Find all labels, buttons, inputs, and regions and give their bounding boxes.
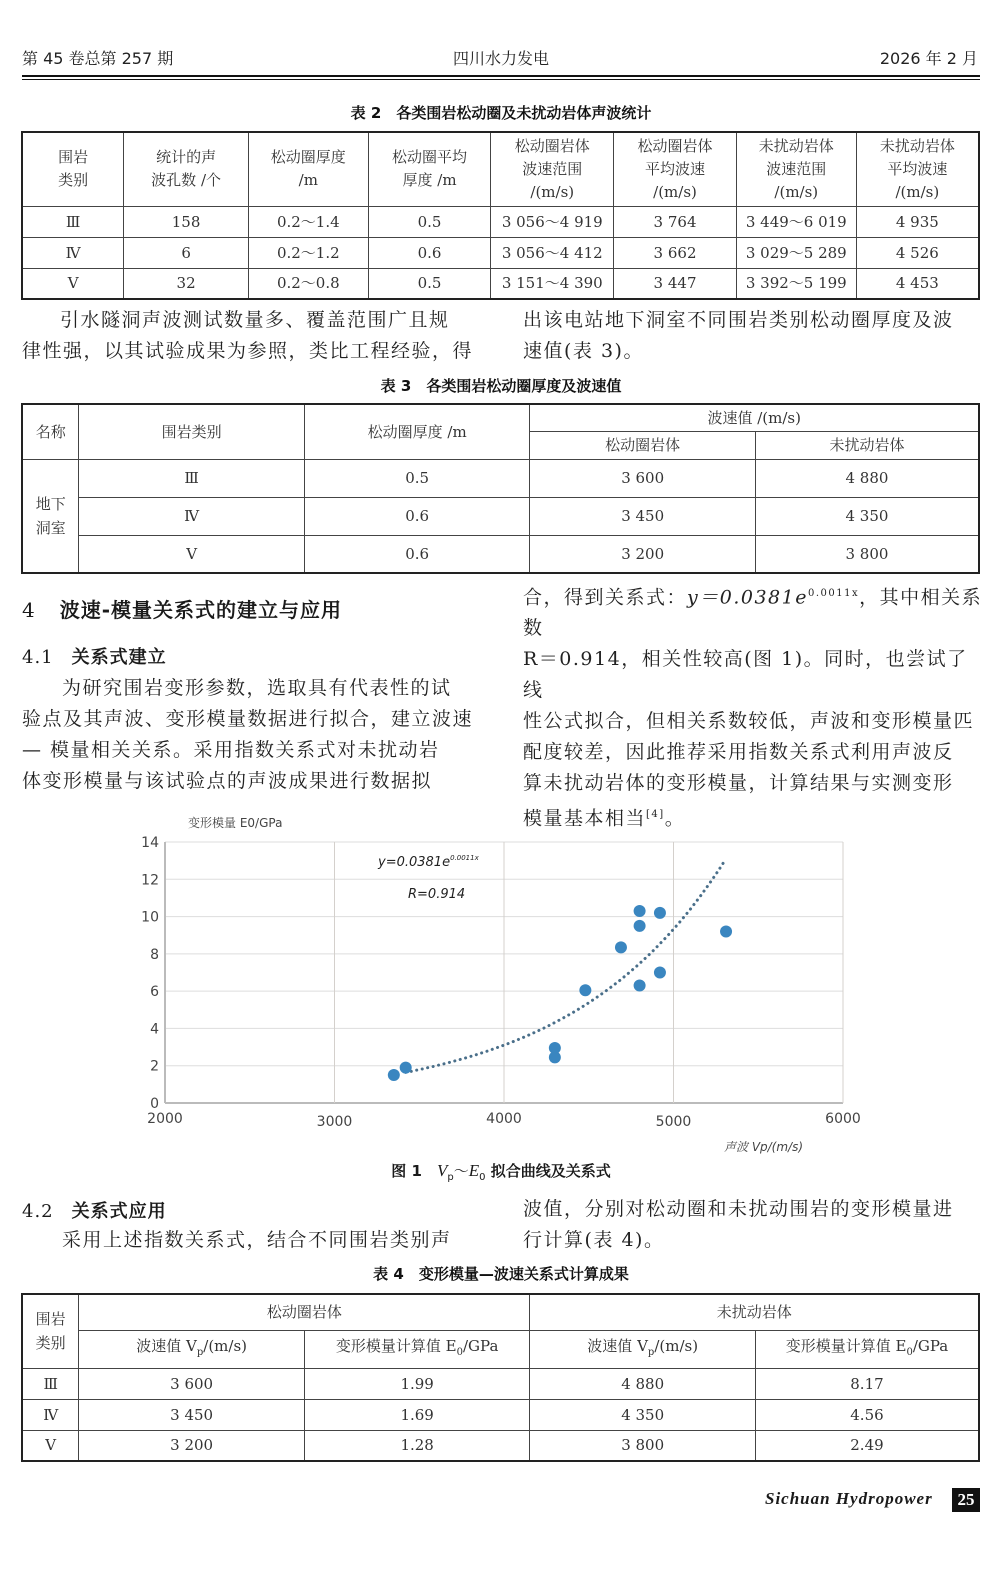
text-fragment: 。 xyxy=(664,807,686,830)
text-line: 配度较差，因此推荐采用指数关系式利用声波反 xyxy=(523,741,954,764)
table-cell: 3 447 xyxy=(614,268,737,299)
table-cell: 4 526 xyxy=(856,237,979,268)
chart-x-tick-label: 4000 xyxy=(486,1111,522,1127)
chart-data-point xyxy=(388,1069,400,1081)
chart-ylabel: 变形模量 E0/GPa xyxy=(188,816,283,830)
table-cell: 0.5 xyxy=(368,206,491,237)
chart-y-tick-label: 6 xyxy=(150,984,159,1001)
chart-data-point xyxy=(615,941,627,953)
table-row xyxy=(22,268,979,299)
header-issue: 第 45 卷总第 257 期 xyxy=(22,49,174,68)
table2-header-line: 类别 xyxy=(58,171,89,190)
text-line: 性公式拟合，但相关系数较低，声波和变形模量匹 xyxy=(523,710,975,733)
para1-left-line2: 律性强，以其试验成果为参照，类比工程经验，得 xyxy=(22,340,474,362)
table-cell: 3 800 xyxy=(530,1430,756,1461)
figure1-caption-label: 图 1 xyxy=(391,1162,437,1180)
table2-header-line: /(m/s) xyxy=(653,182,697,201)
table-cell: 3 449～6 019 xyxy=(736,206,856,237)
table-cell: 3 600 xyxy=(79,1368,305,1399)
table2-header-line: 波孔数 /个 xyxy=(151,171,221,190)
text-line: 验点及其声波、变形模量数据进行拟合，建立波速 xyxy=(22,708,474,730)
table3-header-thickness: 松动圈厚度 /m xyxy=(304,404,530,459)
table2-header-line: 松动圈厚度 xyxy=(270,148,346,167)
table-cell: 3 056～4 919 xyxy=(491,206,614,237)
table2-header-cell xyxy=(368,132,491,206)
chart-equation-base: y=0.0381e xyxy=(378,855,451,870)
section41-number: 4.1 xyxy=(22,647,54,668)
table-cell: 3 662 xyxy=(614,237,737,268)
chart-x-tick-label: 2000 xyxy=(147,1111,183,1127)
chart-y-tick-label: 4 xyxy=(150,1021,159,1038)
table-cell: 4 453 xyxy=(856,268,979,299)
chart-data-point xyxy=(654,967,666,979)
text-line: 体变形模量与该试验点的声波成果进行数据拟 xyxy=(22,770,433,792)
para1-right-line1: 出该电站地下洞室不同围岩类别松动圈厚度及波 xyxy=(523,309,954,331)
chart-equation xyxy=(377,854,480,870)
section42-title: 关系式应用 xyxy=(71,1201,167,1222)
chart-y-tick-label: 12 xyxy=(141,872,159,889)
table-cell: 3 450 xyxy=(530,497,756,535)
figure1-caption-tilde: ～ xyxy=(453,1162,469,1180)
table4-header-class-line2: 类别 xyxy=(35,1334,66,1353)
section4-number: 4 xyxy=(22,598,36,622)
table-cell: 0.2～0.8 xyxy=(248,268,368,299)
table-cell: Ⅴ xyxy=(22,1430,79,1461)
header-date: 2026 年 2 月 xyxy=(879,49,978,68)
section41-left-text xyxy=(22,673,484,797)
table-cell: 4 935 xyxy=(856,206,979,237)
table-cell: 2.49 xyxy=(755,1430,979,1461)
table-cell: 3 200 xyxy=(530,535,756,573)
table-cell: 4 880 xyxy=(755,459,979,497)
table-cell: 4 350 xyxy=(755,497,979,535)
chart-data-point xyxy=(634,980,646,992)
figure1-caption-vp-sub: p xyxy=(447,1172,454,1183)
figure1-caption-e: E xyxy=(468,1161,480,1180)
figure1-caption xyxy=(0,1160,1002,1183)
table-cell: 4 880 xyxy=(530,1368,756,1399)
table-row xyxy=(22,1430,979,1461)
table4-header-vp: 波速值 $V_p/(m/s)$ xyxy=(530,1330,756,1368)
para1-right xyxy=(523,305,983,367)
table-cell: 3 151～4 390 xyxy=(491,268,614,299)
table4-header-loose: 松动圈岩体 xyxy=(79,1294,530,1330)
table2-header-line: /(m/s) xyxy=(774,182,819,201)
table2-header-cell xyxy=(124,132,249,206)
section41-right-text xyxy=(523,578,985,835)
table4-header-e0: 变形模量计算值 $E_0$/GPa xyxy=(755,1330,979,1368)
chart-data-point xyxy=(634,920,646,932)
table-cell: 0.6 xyxy=(304,497,530,535)
para1-left-line1: 引水隧洞声波测试数量多、覆盖范围广且规 xyxy=(60,309,450,331)
table4-header-vp: 波速值 $V_p/(m/s)$ xyxy=(79,1330,305,1368)
table-row xyxy=(22,206,979,237)
page-number: 25 xyxy=(952,1488,980,1512)
table2-header-line: 平均波速 xyxy=(887,159,948,178)
header-rule xyxy=(22,75,980,80)
table-cell: 3 450 xyxy=(79,1399,305,1430)
table-cell: 0.6 xyxy=(304,535,530,573)
section4-heading xyxy=(22,594,342,623)
chart-data-point xyxy=(579,984,591,996)
text-fragment: 合，得到关系式： xyxy=(523,586,688,609)
table2 xyxy=(21,131,980,300)
chart-x-tick-label: 3000 xyxy=(316,1114,353,1130)
table2-header-line: 波速范围 xyxy=(766,159,827,178)
chart-y-tick-label: 0 xyxy=(150,1096,159,1112)
chart-data-point xyxy=(654,907,666,919)
table-cell: 32 xyxy=(124,268,249,299)
table-cell: 4 350 xyxy=(530,1399,756,1430)
table-cell: Ⅴ xyxy=(79,535,305,573)
table2-header-line: /m xyxy=(298,171,318,190)
chart-y-tick-label: 8 xyxy=(150,946,159,963)
table-cell: Ⅲ xyxy=(79,459,305,497)
chart-data-point xyxy=(549,1051,561,1063)
table-cell: Ⅳ xyxy=(79,497,305,535)
table2-header-line: /(m/s) xyxy=(895,182,940,201)
table-cell: 158 xyxy=(124,206,249,237)
chart-xlabel: 声波 Vp/(m/s) xyxy=(724,1140,804,1154)
formula-exponent: 0.0011x xyxy=(807,588,860,599)
para1-right-line2: 速值(表 3)。 xyxy=(523,340,644,362)
table4-header-e0: 变形模量计算值 $E_0$/GPa xyxy=(304,1330,530,1368)
table-row xyxy=(22,1368,979,1399)
text-line: 为研究围岩变形参数，选取具有代表性的试 xyxy=(62,677,452,699)
table-cell: 0.5 xyxy=(304,459,530,497)
table-row xyxy=(22,1399,979,1430)
section4-title: 波速-模量关系式的建立与应用 xyxy=(59,598,343,622)
section41-title: 关系式建立 xyxy=(71,647,167,668)
table2-header-line: 未扰动岩体 xyxy=(758,136,834,155)
chart-y-tick-label: 2 xyxy=(150,1058,159,1075)
table2-header-line: 围岩 xyxy=(58,148,89,167)
section42-right-text xyxy=(523,1194,985,1256)
figure1-caption-e-sub: 0 xyxy=(479,1172,486,1183)
table-cell: 3 764 xyxy=(614,206,737,237)
chart-y-tick-label: 10 xyxy=(141,909,159,926)
table3-group xyxy=(22,459,79,573)
text-line-formula xyxy=(523,578,985,644)
table-row xyxy=(22,535,979,573)
text-line: 行计算(表 4)。 xyxy=(523,1229,665,1251)
table-row xyxy=(22,497,979,535)
table4-header-class-line1: 围岩 xyxy=(35,1310,66,1329)
table4-caption: 表 4 变形模量—波速关系式计算成果 xyxy=(373,1265,629,1283)
text-line: 波值，分别对松动圈和未扰动围岩的变形模量进 xyxy=(523,1198,954,1220)
text-line: 采用上述指数关系式，结合不同围岩类别声 xyxy=(62,1229,452,1251)
table2-header-cell xyxy=(491,132,614,206)
table-cell: 1.69 xyxy=(304,1399,530,1430)
table-cell: 0.5 xyxy=(368,268,491,299)
section42-heading xyxy=(22,1197,167,1223)
table4-header-class xyxy=(22,1294,79,1368)
text-fragment: 模量基本相当 xyxy=(523,807,647,830)
text-line: 算未扰动岩体的变形模量，计算结果与实测变形 xyxy=(523,772,954,795)
table-row xyxy=(22,459,979,497)
table3-header-class: 围岩类别 xyxy=(79,404,305,459)
table3-group-line1: 地下 xyxy=(35,494,66,513)
chart-data-point xyxy=(720,925,732,937)
table2-header-cell xyxy=(22,132,124,206)
chart-data-point xyxy=(400,1062,412,1074)
figure1-chart xyxy=(130,807,870,1160)
table2-header-line: /(m/s) xyxy=(530,182,575,201)
table-cell: 3 029～5 289 xyxy=(736,237,856,268)
table-cell: Ⅳ xyxy=(22,237,124,268)
table-cell: 3 600 xyxy=(530,459,756,497)
table-cell: 0.6 xyxy=(368,237,491,268)
table-cell: 0.2～1.4 xyxy=(248,206,368,237)
table-cell: 3 800 xyxy=(755,535,979,573)
table-cell: 0.2～1.2 xyxy=(248,237,368,268)
table-cell: 1.28 xyxy=(304,1430,530,1461)
text-line: — 模量相关关系。采用指数关系式对未扰动岩 xyxy=(22,739,440,761)
section42-left-text xyxy=(22,1225,484,1256)
table2-header-cell xyxy=(248,132,368,206)
header-journal: 四川水力发电 xyxy=(452,49,549,68)
chart-equation-exponent: 0.0011x xyxy=(450,854,479,862)
section42-number: 4.2 xyxy=(22,1201,54,1222)
table-cell: 1.99 xyxy=(304,1368,530,1399)
chart-x-tick-label: 5000 xyxy=(655,1114,692,1130)
chart-points xyxy=(388,905,732,1081)
table-cell: 3 392～5 199 xyxy=(736,268,856,299)
table-cell: 8.17 xyxy=(755,1368,979,1399)
table2-header-row xyxy=(22,132,979,206)
text-line: R＝0.914，相关性较高(图 1)。同时，也尝试了线 xyxy=(523,648,968,702)
figure1-caption-vp: V xyxy=(436,1161,448,1180)
citation-ref[interactable]: [4] xyxy=(646,809,665,821)
table-cell: Ⅳ xyxy=(22,1399,79,1430)
chart-r-value: R=0.914 xyxy=(408,887,466,902)
text-fragment: ，其中相关系数 xyxy=(523,586,983,640)
table2-caption: 表 2 各类围岩松动圈及未扰动岩体声波统计 xyxy=(350,104,652,122)
para1-left xyxy=(22,305,482,367)
table2-header-line: 波速范围 xyxy=(522,159,583,178)
chart-data-point xyxy=(634,905,646,917)
table2-header-line: 松动圈岩体 xyxy=(514,136,590,155)
table-cell: Ⅴ xyxy=(22,268,124,299)
table3-header-name: 名称 xyxy=(22,404,79,459)
table2-header-line: 未扰动岩体 xyxy=(879,136,955,155)
table-cell: 6 xyxy=(124,237,249,268)
table-cell: Ⅲ xyxy=(22,1368,79,1399)
table4 xyxy=(21,1293,980,1462)
table2-header-cell xyxy=(856,132,979,206)
table2-header-line: 平均波速 xyxy=(645,159,706,178)
table2-header-line: 统计的声 xyxy=(156,148,217,167)
table3-header-wave: 波速值 /(m/s) xyxy=(530,404,979,431)
table2-header-line: 松动圈岩体 xyxy=(637,136,713,155)
formula: y＝0.0381e xyxy=(687,586,808,609)
table-cell: 3 200 xyxy=(79,1430,305,1461)
figure1-caption-text: 拟合曲线及关系式 xyxy=(485,1162,611,1180)
table2-header-line: 松动圈平均 xyxy=(392,148,468,167)
table3 xyxy=(21,403,980,574)
table3-header-undisturbed: 未扰动岩体 xyxy=(755,431,979,459)
table2-header-cell xyxy=(736,132,856,206)
chart-x-tick-label: 6000 xyxy=(825,1111,861,1127)
chart-grid xyxy=(165,842,843,1103)
table4-header-undisturbed: 未扰动岩体 xyxy=(530,1294,979,1330)
table2-header-cell xyxy=(614,132,737,206)
section41-heading xyxy=(22,643,167,669)
chart-y-tick-label: 14 xyxy=(141,835,159,851)
table-row xyxy=(22,237,979,268)
table3-caption: 表 3 各类围岩松动圈厚度及波速值 xyxy=(380,377,622,395)
table-cell: 3 056～4 412 xyxy=(491,237,614,268)
table3-group-line2: 洞室 xyxy=(35,518,66,537)
table-cell: 4.56 xyxy=(755,1399,979,1430)
table3-header-loose: 松动圈岩体 xyxy=(530,431,756,459)
footer-journal-en: Sichuan Hydropower xyxy=(765,1489,933,1508)
table-cell: Ⅲ xyxy=(22,206,124,237)
table2-header-line: 厚度 /m xyxy=(402,171,457,190)
